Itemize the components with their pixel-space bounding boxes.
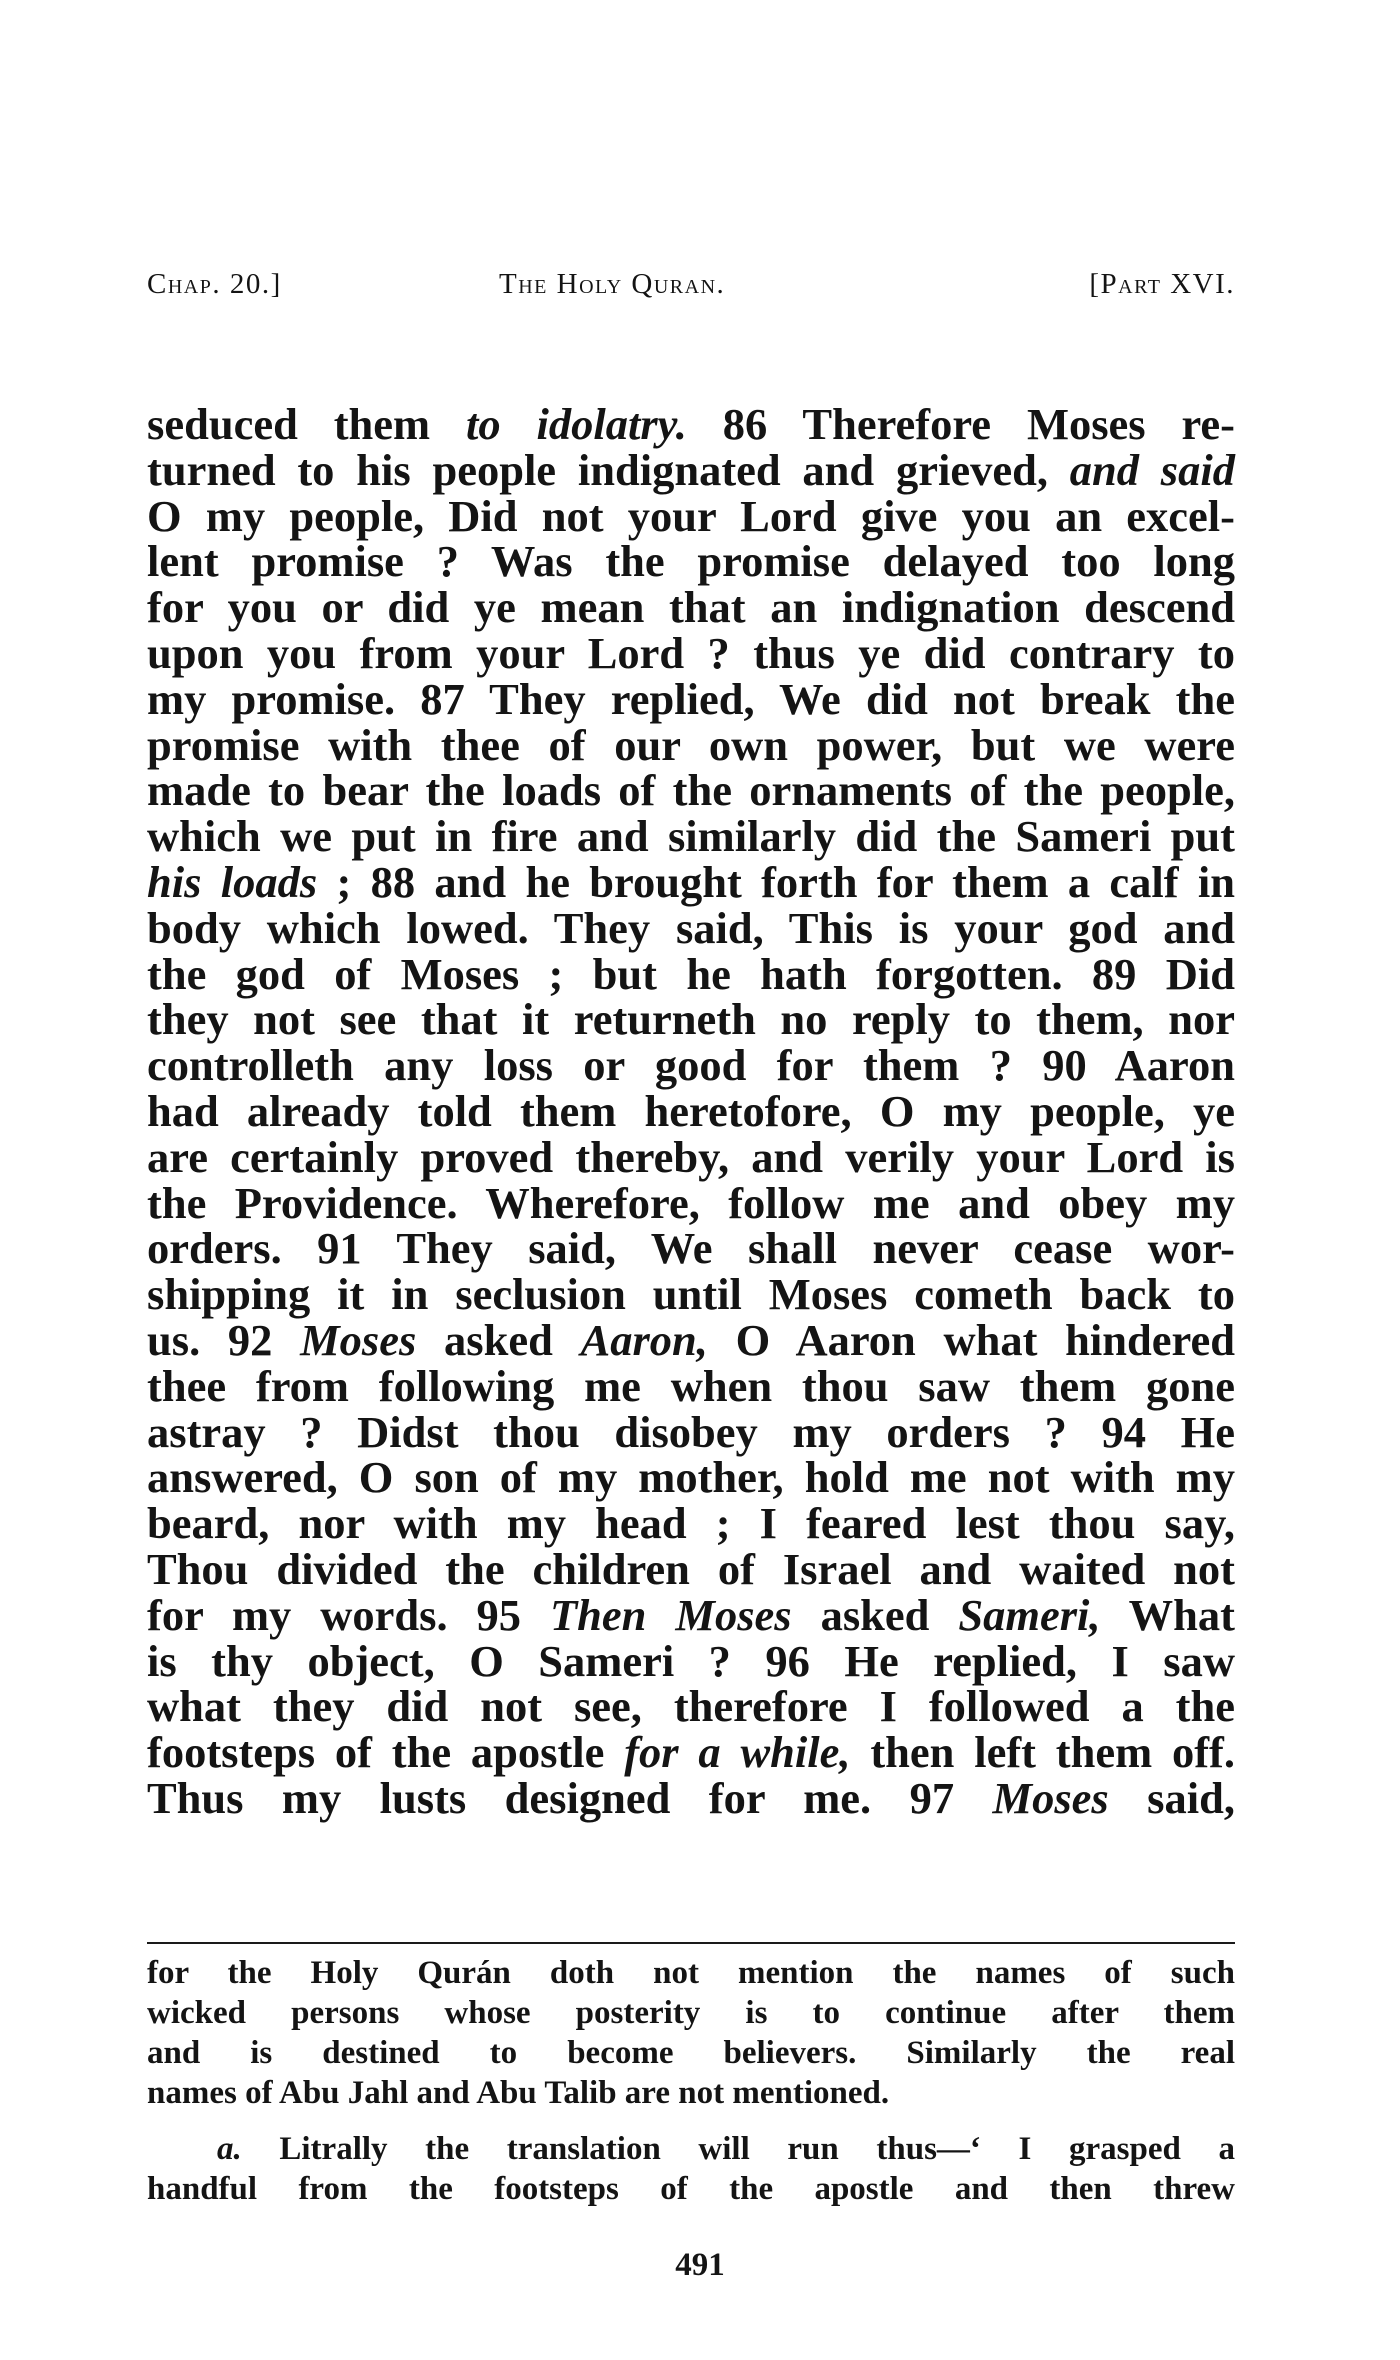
- text-line: Thus my lusts designed for me. 97 Moses said,: [147, 1772, 1235, 1823]
- footnote-line: names of Abu Jahl and Abu Talib are not mentioned.: [147, 2075, 890, 2111]
- part-label: [Part XVI.: [1089, 268, 1235, 300]
- footnote-a: [147, 2129, 1235, 2209]
- text-line: had already told them heretofore, O my people, ye: [147, 1085, 1235, 1136]
- chapter-label: Chap. 20.]: [147, 268, 282, 300]
- text-line: body which lowed. They said, This is your god and: [147, 902, 1235, 953]
- footnote-rule: [147, 1942, 1235, 1944]
- text-line: orders. 91 They said, We shall never cease wor-: [147, 1223, 1235, 1274]
- page-number: 491: [675, 2247, 725, 2283]
- text-line: my promise. 87 They replied, We did not break the: [147, 673, 1235, 724]
- text-line: his loads ; 88 and he brought forth for them a calf in: [147, 856, 1235, 907]
- text-line: what they did not see, therefore I followed a the: [147, 1681, 1235, 1732]
- footnote-line: a. Litrally the translation will run thus—‘ I grasped a: [217, 2131, 1235, 2167]
- running-head: [147, 268, 1235, 312]
- text-line: thee from following me when thou saw them gone: [147, 1360, 1235, 1411]
- text-line: answered, O son of my mother, hold me not with my: [147, 1452, 1235, 1503]
- footnote-line: for the Holy Qurán doth not mention the names of such: [147, 1955, 1235, 1991]
- text-line: astray ? Didst thou disobey my orders ? 94 He: [147, 1406, 1235, 1457]
- text-line: are certainly proved thereby, and verily your Lord is: [147, 1131, 1235, 1182]
- text-line: for you or did ye mean that an indignation descend: [147, 582, 1235, 633]
- text-line: for my words. 95 Then Moses asked Sameri, What: [147, 1589, 1235, 1640]
- text-line: they not see that it returneth no reply to them, nor: [147, 994, 1235, 1045]
- footnote-line: and is destined to become believers. Similarly the real: [147, 2035, 1235, 2071]
- text-line: made to bear the loads of the ornaments of the people,: [147, 765, 1235, 816]
- text-line: footsteps of the apostle for a while, then left them off.: [147, 1727, 1235, 1778]
- text-line: seduced them to idolatry. 86 Therefore Moses re-: [147, 399, 1235, 449]
- text-line: controlleth any loss or good for them ? 90 Aaron: [147, 1040, 1235, 1091]
- book-title: The Holy Quran.: [499, 268, 726, 300]
- text-line: shipping it in seclusion until Moses cometh back to: [147, 1269, 1235, 1320]
- text-line: upon you from your Lord ? thus ye did contrary to: [147, 627, 1235, 678]
- text-line: is thy object, O Sameri ? 96 He replied, I saw: [147, 1635, 1235, 1686]
- text-line: O my people, Did not your Lord give you an excel-: [147, 490, 1235, 541]
- text-line: turned to his people indignated and grieved, and said: [147, 444, 1235, 495]
- text-line: promise with thee of our own power, but we were: [147, 719, 1235, 770]
- text-line: the god of Moses ; but he hath forgotten. 89 Did: [147, 948, 1235, 999]
- main-text: [147, 399, 1235, 1823]
- text-line: the Providence. Wherefore, follow me and obey my: [147, 1177, 1235, 1228]
- text-line: beard, nor with my head ; I feared lest thou say,: [147, 1498, 1235, 1549]
- text-line: us. 92 Moses asked Aaron, O Aaron what hindered: [147, 1314, 1235, 1365]
- text-line: Thou divided the children of Israel and waited not: [147, 1543, 1235, 1594]
- footnotes: [147, 1953, 1235, 2209]
- footnote-line: handful from the footsteps of the apostle and then threw: [147, 2171, 1235, 2207]
- text-line: lent promise ? Was the promise delayed too long: [147, 536, 1235, 587]
- footnote-continued: [147, 1953, 1235, 2113]
- footnote-line: wicked persons whose posterity is to continue after them: [147, 1995, 1235, 2031]
- text-line: which we put in fire and similarly did the Sameri put: [147, 811, 1235, 862]
